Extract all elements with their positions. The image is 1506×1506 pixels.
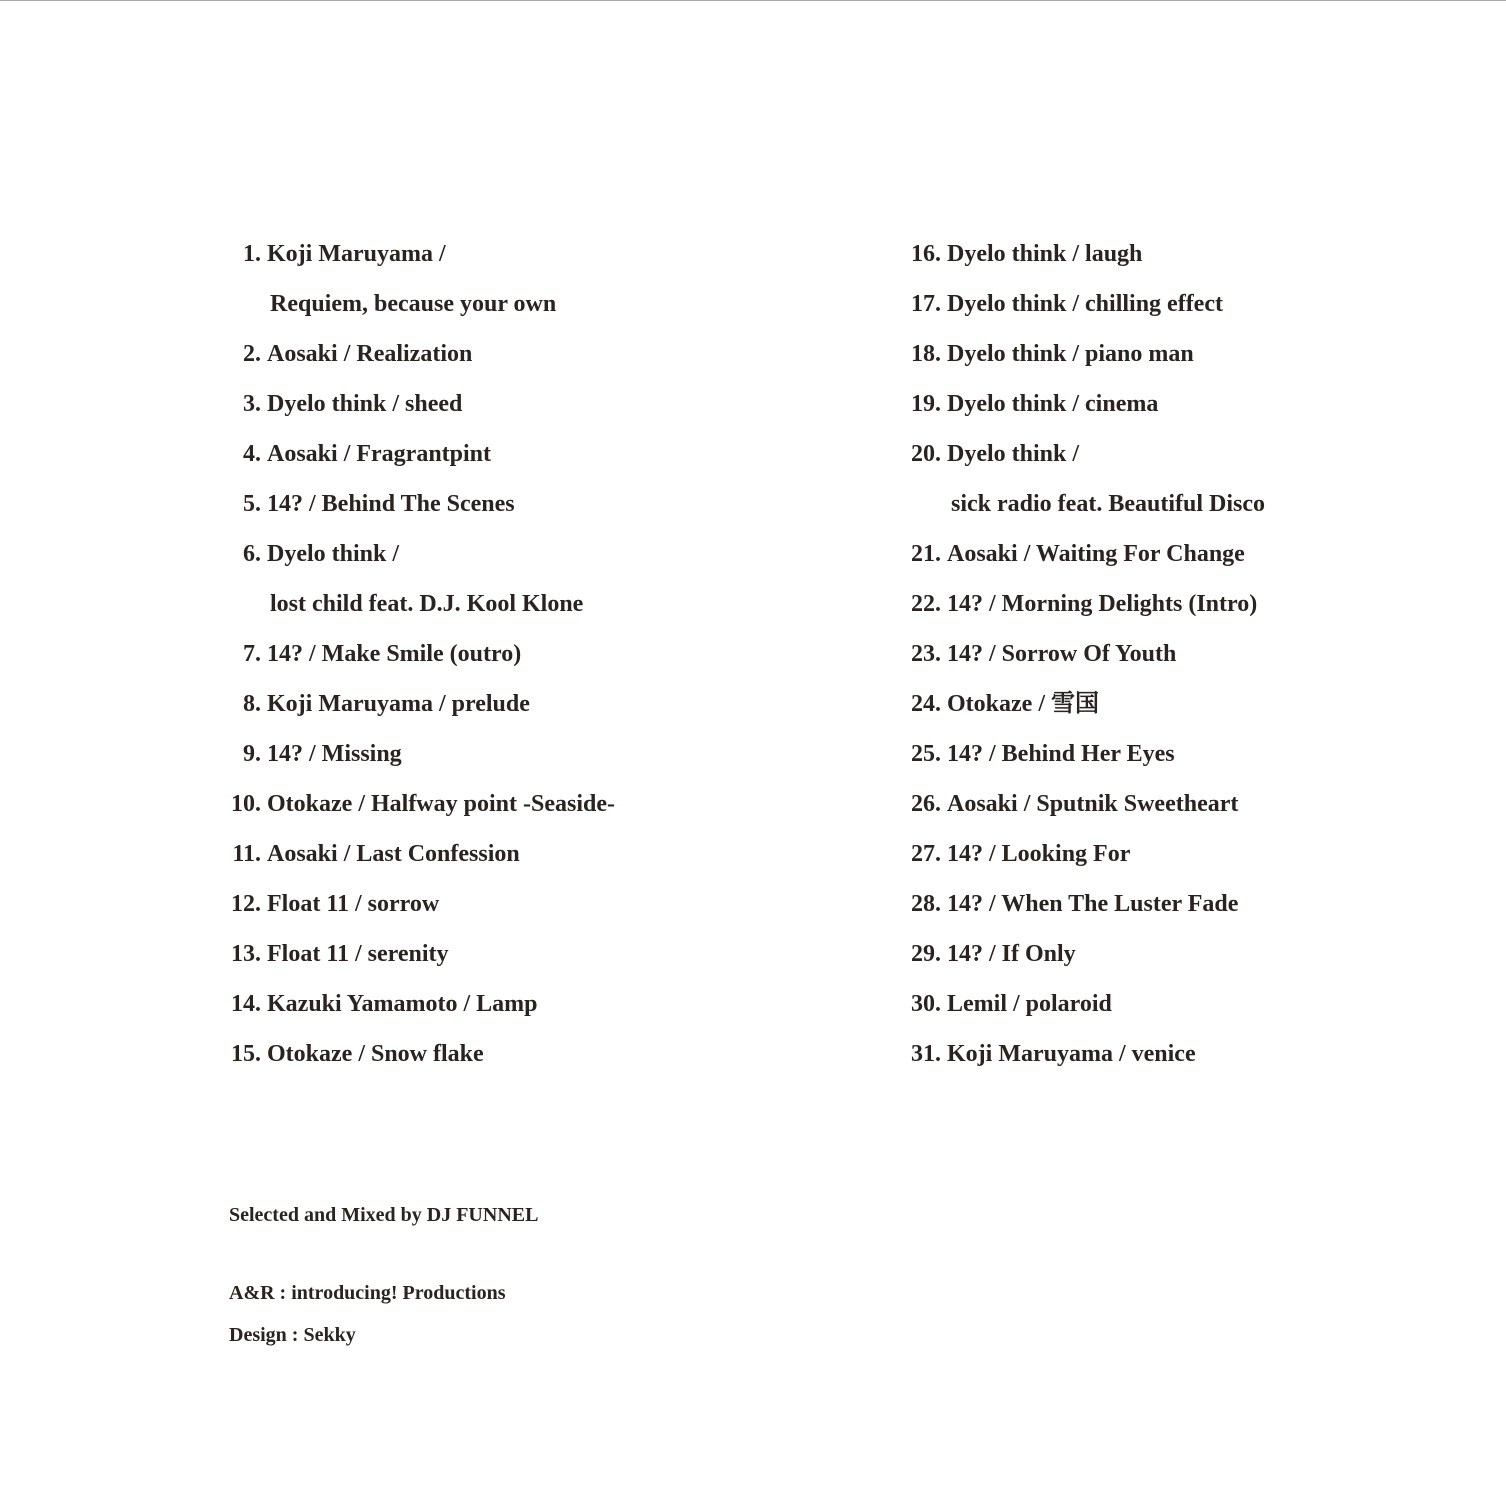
- track-number: 16.: [911, 241, 941, 267]
- track-number: 3.: [243, 391, 261, 417]
- track-item: [229, 1029, 789, 1079]
- track-number: 14.: [231, 991, 261, 1017]
- track-item-continuation: [229, 579, 789, 629]
- track-title: Koji Maruyama / prelude: [267, 691, 530, 717]
- track-item: [909, 329, 1469, 379]
- track-number: 5.: [243, 491, 261, 517]
- track-item: [909, 729, 1469, 779]
- track-number: 27.: [911, 841, 941, 867]
- track-number: 13.: [231, 941, 261, 967]
- track-title: 14? / Behind The Scenes: [267, 491, 515, 517]
- track-item: [909, 529, 1469, 579]
- track-title: Aosaki / Last Confession: [267, 841, 520, 867]
- track-title-continuation: Requiem, because your own: [270, 291, 557, 317]
- track-item: [229, 229, 789, 279]
- track-item: [229, 879, 789, 929]
- track-title: 14? / Make Smile (outro): [267, 641, 522, 667]
- track-item-continuation: [229, 279, 789, 329]
- tracklist-left-column: [229, 229, 789, 1079]
- track-item: [909, 229, 1469, 279]
- track-item: [229, 629, 789, 679]
- track-item: [229, 329, 789, 379]
- track-number: 26.: [911, 791, 941, 817]
- track-title: Otokaze / 雪国: [947, 691, 1099, 717]
- track-number: 23.: [911, 641, 941, 667]
- track-title: Aosaki / Sputnik Sweetheart: [947, 791, 1239, 817]
- track-title: Dyelo think / chilling effect: [947, 291, 1223, 317]
- track-item: [229, 929, 789, 979]
- track-number: 9.: [243, 741, 261, 767]
- track-number: 11.: [232, 841, 261, 867]
- track-title: 14? / Sorrow Of Youth: [947, 641, 1177, 667]
- track-item: [229, 529, 789, 579]
- track-title: Koji Maruyama / venice: [947, 1041, 1196, 1067]
- track-title: Dyelo think / piano man: [947, 341, 1194, 367]
- track-number: 8.: [243, 691, 261, 717]
- track-title: Dyelo think /: [267, 541, 400, 567]
- track-title: Aosaki / Waiting For Change: [947, 541, 1245, 567]
- track-title: Aosaki / Fragrantpint: [267, 441, 492, 467]
- track-title: 14? / Morning Delights (Intro): [947, 591, 1258, 617]
- track-item: [909, 779, 1469, 829]
- track-number: 7.: [243, 641, 261, 667]
- track-title: Otokaze / Snow flake: [267, 1041, 484, 1067]
- credit-mix: Selected and Mixed by DJ FUNNEL: [229, 1204, 539, 1226]
- track-number: 19.: [911, 391, 941, 417]
- track-title: Lemil / polaroid: [947, 991, 1112, 1017]
- track-number: 10.: [231, 791, 261, 817]
- track-item: [909, 629, 1469, 679]
- track-title: 14? / Missing: [267, 741, 402, 767]
- track-number: 1.: [243, 241, 261, 267]
- track-number: 30.: [911, 991, 941, 1017]
- track-number: 12.: [231, 891, 261, 917]
- track-title: Dyelo think /: [947, 441, 1080, 467]
- track-title: Otokaze / Halfway point -Seaside-: [267, 791, 615, 817]
- track-item: [229, 779, 789, 829]
- track-title: 14? / When The Luster Fade: [947, 891, 1239, 917]
- track-number: 24.: [911, 691, 941, 717]
- track-title: Koji Maruyama /: [267, 241, 446, 267]
- track-item: [229, 479, 789, 529]
- track-title: Float 11 / sorrow: [267, 891, 440, 917]
- track-title: 14? / If Only: [947, 941, 1076, 967]
- track-number: 25.: [911, 741, 941, 767]
- track-title: Dyelo think / sheed: [267, 391, 463, 417]
- tracklist-right-column: [909, 229, 1469, 1079]
- track-item: [909, 929, 1469, 979]
- track-item: [229, 379, 789, 429]
- track-number: 4.: [243, 441, 261, 467]
- track-number: 22.: [911, 591, 941, 617]
- track-item: [909, 979, 1469, 1029]
- track-title: Dyelo think / laugh: [947, 241, 1143, 267]
- track-item: [909, 829, 1469, 879]
- track-item: [909, 579, 1469, 629]
- track-item: [229, 429, 789, 479]
- track-title: Float 11 / serenity: [267, 941, 449, 967]
- top-rule: [0, 0, 1506, 1]
- track-item: [229, 679, 789, 729]
- track-item-continuation: [909, 479, 1469, 529]
- track-title: Dyelo think / cinema: [947, 391, 1159, 417]
- track-title: Aosaki / Realization: [267, 341, 473, 367]
- track-title-continuation: sick radio feat. Beautiful Disco: [951, 491, 1265, 517]
- track-number: 21.: [911, 541, 941, 567]
- track-item: [909, 379, 1469, 429]
- credit-design: Design : Sekky: [229, 1324, 356, 1346]
- track-item: [909, 279, 1469, 329]
- track-number: 15.: [231, 1041, 261, 1067]
- track-item: [909, 679, 1469, 729]
- credit-ar: A&R : introducing! Productions: [229, 1282, 506, 1304]
- track-number: 2.: [243, 341, 261, 367]
- track-number: 28.: [911, 891, 941, 917]
- track-number: 6.: [243, 541, 261, 567]
- track-title: 14? / Looking For: [947, 841, 1131, 867]
- track-title: 14? / Behind Her Eyes: [947, 741, 1175, 767]
- track-title: Kazuki Yamamoto / Lamp: [267, 991, 538, 1017]
- track-item: [909, 1029, 1469, 1079]
- track-item: [909, 429, 1469, 479]
- track-item: [229, 729, 789, 779]
- track-number: 17.: [911, 291, 941, 317]
- track-item: [229, 829, 789, 879]
- track-title-continuation: lost child feat. D.J. Kool Klone: [270, 591, 584, 617]
- track-item: [909, 879, 1469, 929]
- track-number: 29.: [911, 941, 941, 967]
- track-number: 20.: [911, 441, 941, 467]
- track-number: 18.: [911, 341, 941, 367]
- track-number: 31.: [911, 1041, 941, 1067]
- track-item: [229, 979, 789, 1029]
